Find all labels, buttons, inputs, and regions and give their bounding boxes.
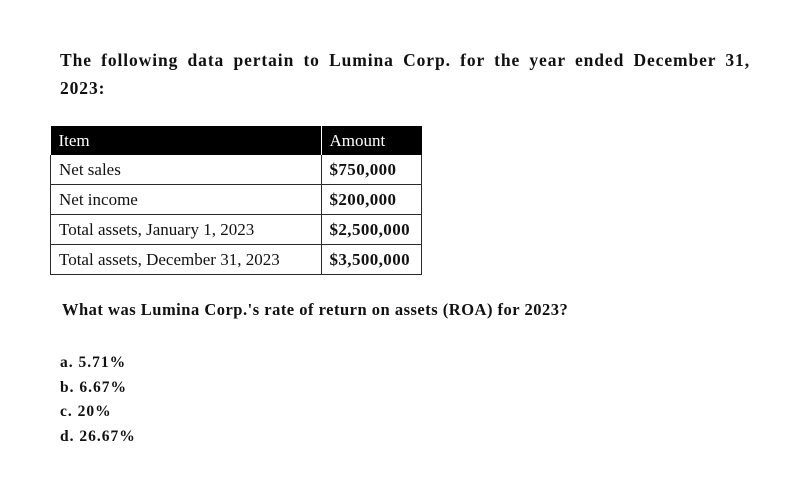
answer-option-b[interactable]: b. 6.67%	[60, 378, 127, 396]
problem-statement: The following data pertain to Lumina Corp. for the year ended December 31, 2023:	[60, 50, 750, 98]
item-cell: Total assets, December 31, 2023	[51, 245, 322, 275]
amount-cell: $750,000	[321, 155, 422, 185]
amount-cell: $200,000	[321, 185, 422, 215]
amount-cell: $3,500,000	[321, 245, 422, 275]
table-row	[51, 215, 422, 245]
column-header-item: Item	[58, 130, 90, 150]
table-row	[51, 185, 422, 215]
item-cell: Total assets, January 1, 2023	[51, 215, 322, 245]
answer-option-d[interactable]: d. 26.67%	[60, 427, 136, 445]
answer-options	[60, 351, 136, 449]
item-cell: Net income	[51, 185, 322, 215]
financial-data-table	[50, 126, 422, 275]
answer-option-c[interactable]: c. 20%	[60, 403, 112, 420]
item-cell: Net sales	[51, 155, 322, 185]
column-header-amount: Amount	[321, 126, 422, 155]
amount-cell: $2,500,000	[321, 215, 422, 245]
answer-option-a[interactable]: a. 5.71%	[60, 354, 127, 371]
table-row	[51, 245, 422, 275]
table-row	[51, 155, 422, 185]
table-header-row	[51, 126, 422, 155]
question-text: What was Lumina Corp.'s rate of return on assets (ROA) for 2023?	[62, 300, 569, 319]
